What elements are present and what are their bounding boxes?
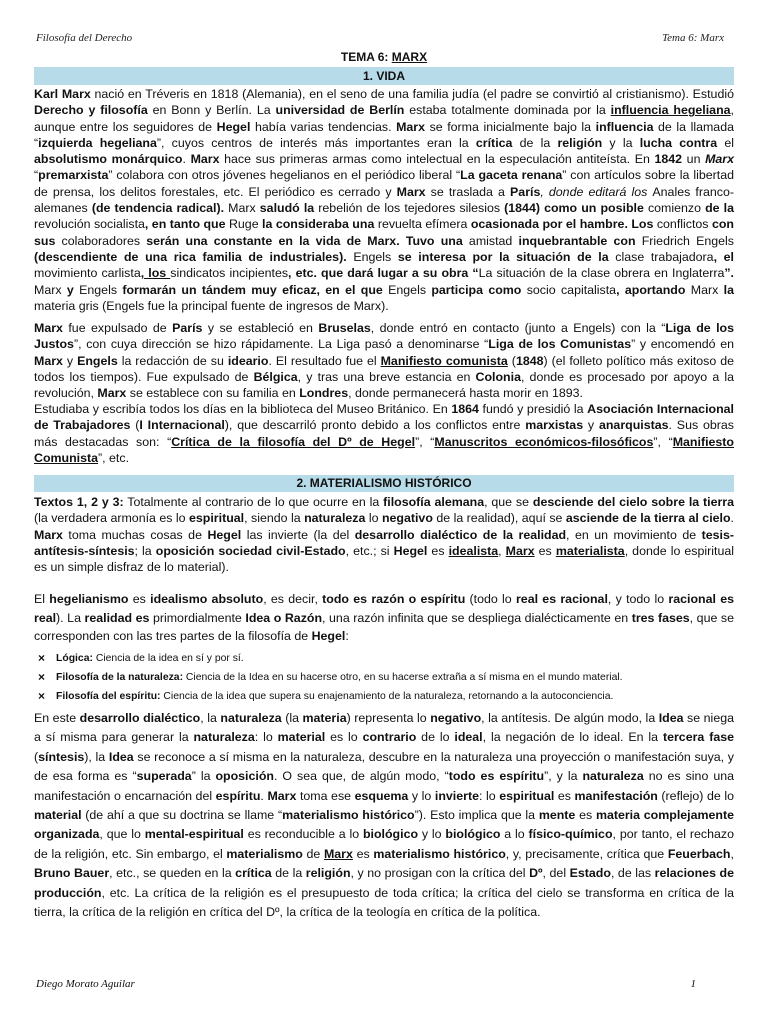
body-text: había varias tendencias.	[250, 119, 397, 134]
emphasis-text: se interesa por la situación de la	[391, 249, 616, 264]
emphasis-text: inquebrantable con	[512, 233, 642, 248]
section-heading-materialismo: 2. MATERIALISMO HISTÓRICO	[34, 475, 734, 492]
emphasis-text: materialismo	[226, 846, 303, 861]
emphasis-text: biológico	[362, 827, 419, 842]
emphasis-text: influencia hegeliana	[610, 103, 731, 118]
body-text: . Sus obras más destacadas son: “	[34, 418, 734, 449]
body-text: (todo lo	[465, 592, 516, 606]
emphasis-text: Derecho y filosofía	[34, 103, 148, 118]
emphasis-text: izquierda hegeliana	[38, 135, 157, 150]
body-text: ”, y la	[544, 769, 583, 784]
body-text: de	[302, 846, 324, 861]
paragraph-materialismo-2	[34, 590, 734, 646]
emphasis-text: contrario	[362, 730, 417, 745]
emphasis-text: , aportando	[616, 282, 691, 297]
body-text: es	[427, 543, 449, 558]
body-text: y	[583, 418, 599, 433]
emphasis-text: Idea	[108, 749, 134, 764]
emphasis-text: Marx	[97, 386, 127, 401]
body-text: Marx	[690, 282, 719, 297]
body-text: (Engels fue la principal fuente de ingresos de Marx).	[98, 298, 389, 313]
emphasis-text: Marx	[34, 527, 63, 542]
emphasis-text: materialismo histórico	[282, 808, 415, 823]
body-text: , en un movimiento de	[566, 527, 702, 542]
body-text: se niega a sí misma para generar la	[34, 711, 734, 745]
body-text: .	[260, 788, 268, 803]
body-text: , del	[542, 866, 570, 881]
emphasis-text: Engels	[77, 353, 118, 368]
emphasis-text: 1842	[654, 152, 683, 167]
emphasis-text: (de tendencia radical).	[87, 201, 229, 216]
emphasis-text: desarrollo dialéctico	[79, 711, 201, 725]
emphasis-text: Bruno Bauer	[34, 866, 110, 881]
body-text: es	[534, 543, 556, 558]
emphasis-text: espíritu	[215, 788, 261, 803]
emphasis-text: desciende del cielo sobre la tierra	[532, 495, 735, 509]
body-text: revolución socialista	[34, 217, 145, 232]
body-text: y se estableció en	[202, 321, 319, 335]
list-item-text: Ciencia de la idea en sí y por sí.	[92, 653, 244, 664]
header-topic: Tema 6: Marx	[662, 32, 724, 44]
body-text: ” y encomendó en	[631, 337, 734, 352]
body-text: se reconoce a sí misma en la naturaleza, descubre en la naturaleza una proyección o manifestación suya, y de esa forma es “	[34, 749, 734, 784]
emphasis-text: Marx	[505, 543, 535, 558]
body-text: de la llamada “	[34, 119, 734, 150]
emphasis-text: París	[510, 184, 541, 199]
body-text: es el presupuesto de toda crítica; la crítica del cielo se transforma en crítica de la tierra, la crítica de la religión en crítica del Dº, la crítica de la teología en crítica de la política.	[34, 885, 734, 920]
emphasis-text: Liga de los Comunistas	[488, 337, 632, 352]
body-text: , y tras una breve estancia en	[297, 369, 476, 384]
body-text: ”, etc.	[98, 450, 130, 465]
body-text: ,	[498, 543, 506, 558]
body-text: clase trabajadora	[615, 249, 714, 264]
body-text: , donde es procesado por apoyo a la revolución,	[34, 369, 734, 401]
body-text: ”). Esto implica que la	[414, 808, 539, 823]
body-text: , la	[200, 711, 221, 725]
body-text: (reflejo) de lo	[657, 788, 734, 803]
emphasis-text: 1864	[451, 402, 479, 416]
body-text: sindicatos incipientes	[170, 266, 289, 281]
body-text: crítica de la religión	[153, 885, 265, 900]
body-text: es	[128, 592, 151, 606]
body-text: Engels	[388, 282, 427, 297]
emphasis-text: serán una constante en la vida de Marx. Tuvo una	[140, 233, 469, 248]
paragraph-vida-3	[34, 401, 734, 466]
body-text: Friedrich Engels	[641, 233, 735, 248]
emphasis-text: Hegel	[216, 119, 251, 134]
body-text: Marx	[34, 282, 62, 297]
emphasis-text: negativo	[381, 511, 433, 526]
body-text: El	[34, 592, 50, 606]
body-text: y lo	[418, 827, 446, 842]
list-item	[34, 649, 734, 668]
emphasis-text: Bélgica	[253, 369, 298, 384]
emphasis-text: religión	[305, 866, 351, 881]
paragraph-materialismo-3	[34, 709, 734, 922]
body-text: estaba totalmente dominada por la	[404, 103, 611, 118]
body-text: de lo	[416, 730, 455, 745]
emphasis-text: tres fases	[631, 610, 690, 625]
emphasis-text: Colonia	[475, 369, 521, 384]
body-text: es lo	[325, 730, 363, 745]
body-text: , aunque entre los seguidores de	[34, 103, 734, 134]
body-text: socio capitalista	[526, 282, 617, 297]
emphasis-text: , etc. que dará lugar a su obra “	[288, 266, 479, 281]
emphasis-text: hegelianismo	[49, 592, 129, 606]
emphasis-text: crítica	[235, 866, 272, 881]
emphasis-text: , los	[140, 266, 171, 281]
emphasis-text: ocasionada por el hambre. Los	[467, 217, 657, 232]
body-text: (la	[281, 711, 303, 725]
body-text: ”, “	[415, 434, 435, 449]
emphasis-text: Hegel	[393, 543, 428, 558]
emphasis-text: Idea	[658, 711, 684, 725]
emphasis-text: tercera fase	[662, 730, 734, 745]
emphasis-text: formarán un tándem muy eficaz, en el que	[117, 282, 389, 297]
body-text: movimiento carlista	[34, 266, 141, 281]
emphasis-text: saludó la	[255, 201, 319, 216]
body-text: , donde permanecerá hasta morir en 1893.	[348, 386, 583, 401]
emphasis-text: Marx	[34, 321, 63, 335]
emphasis-text: superada	[136, 769, 192, 784]
emphasis-text: Liga de los Justos	[34, 321, 734, 352]
body-text: , de las	[610, 866, 655, 881]
emphasis-text: material	[34, 808, 82, 823]
emphasis-text: anarquistas	[598, 418, 669, 433]
body-text: rebelión de los tejedores silesios	[318, 201, 501, 216]
body-text: (	[34, 749, 39, 764]
body-text: , etc.; si	[345, 543, 394, 558]
emphasis-text: crítica	[475, 135, 513, 150]
body-text: el	[717, 135, 734, 150]
body-text: Marx	[228, 201, 256, 216]
body-text: se traslada a	[425, 184, 511, 199]
footer-author: Diego Morato Aguilar	[36, 978, 135, 990]
emphasis-text: naturaleza	[582, 769, 644, 784]
body-text: toma ese	[296, 788, 355, 803]
hegel-phases-list	[34, 649, 734, 706]
emphasis-text: materialismo histórico	[373, 846, 506, 861]
emphasis-text: Bruselas	[318, 321, 371, 335]
body-text: colaboradores	[61, 233, 141, 248]
emphasis-text: Manuscritos económicos-filosóficos	[434, 434, 654, 449]
emphasis-text: espiritual	[189, 511, 245, 526]
body-text: ), la	[84, 749, 109, 764]
body-text: “	[34, 168, 39, 183]
emphasis-text: París	[172, 321, 203, 335]
body-text: ), que descarriló pronto debido a los conflictos entre	[224, 418, 526, 433]
body-text: amistad	[468, 233, 513, 248]
emphasis-text: oposición sociedad civil-Estado	[155, 543, 346, 558]
emphasis-text: Asociación Internacional de Trabajadores	[34, 402, 734, 433]
emphasis-text: marxistas	[525, 418, 584, 433]
body-text: , la negación de lo ideal. En la	[482, 730, 663, 745]
body-text: (de ahí a que su doctrina se llame “	[81, 808, 283, 823]
title-name: MARX	[391, 50, 428, 64]
body-text: conflictos	[656, 217, 709, 232]
emphasis-text: la consideraba una	[258, 217, 378, 232]
body-text: franco-alemanes	[34, 184, 734, 216]
body-text: (la verdadera armonía es lo	[34, 511, 190, 526]
emphasis-text: Idea o Razón	[245, 610, 323, 625]
emphasis-text: material	[277, 730, 326, 745]
body-text: un	[682, 152, 706, 167]
emphasis-text: oposición	[215, 769, 274, 784]
body-text: se forma inicialmente bajo la	[425, 119, 596, 134]
body-text: materia gris	[34, 298, 99, 313]
body-text: , y, precisamente, crítica que	[505, 846, 668, 861]
emphasis-text: idealista	[448, 543, 499, 558]
body-text: :	[345, 629, 349, 643]
emphasis-text: , el	[713, 249, 734, 264]
emphasis-text: idealismo absoluto	[150, 592, 264, 606]
body-text: Totalmente al contrario de lo que ocurre en la	[123, 495, 384, 509]
body-text: se establece con su familia en	[126, 386, 300, 401]
page-number: 1	[690, 978, 696, 990]
emphasis-text: biológico	[445, 827, 501, 842]
list-item	[34, 687, 734, 706]
list-item-term: Filosofía del espíritu:	[56, 691, 161, 702]
body-text: revuelta efímera	[377, 217, 468, 232]
body-text: la redacción de su	[117, 353, 228, 368]
body-text: a lo	[500, 827, 529, 842]
body-text: Ruge	[228, 217, 259, 232]
body-text: , que se corresponden con las tres partes de la filosofía de	[34, 610, 734, 643]
body-text: es	[554, 788, 575, 803]
emphasis-text: , donde editará los	[540, 184, 653, 199]
body-text: ; la	[134, 543, 156, 558]
emphasis-text: realidad es	[84, 610, 150, 625]
emphasis-text: racional es real	[34, 592, 734, 625]
body-text: ” la	[191, 769, 216, 784]
emphasis-text: Marx	[396, 184, 426, 199]
emphasis-text: y	[61, 282, 80, 297]
body-text: ”, con cuya dirección se hizo rápidamente. La Liga pasó a denominarse “	[73, 337, 489, 352]
emphasis-text: Marx	[190, 152, 220, 167]
body-text: En este	[34, 711, 80, 725]
emphasis-text: negativo	[430, 711, 482, 725]
body-text: y la	[602, 135, 640, 150]
section-heading-vida: 1. VIDA	[34, 67, 734, 85]
body-text: y	[62, 353, 78, 368]
body-text: ”, “	[653, 434, 673, 449]
body-text: .	[182, 152, 191, 167]
body-text: ” con artículos sobre la libertad de prensa, los delitos forestales, etc. El periódico es cerrado y	[34, 168, 734, 199]
emphasis-text: Hegel	[311, 629, 346, 643]
emphasis-text: asciende de la tierra al cielo	[565, 511, 731, 526]
emphasis-text: universidad de Berlín	[275, 103, 405, 118]
emphasis-text: premarxista	[38, 168, 109, 183]
body-text: ,	[730, 846, 734, 861]
list-item-text: Ciencia de la Idea en su hacerse otro, en su hacerse extraña a sí misma en el mundo material.	[183, 672, 623, 683]
body-text: , y no prosigan con la crítica del	[350, 866, 530, 881]
body-text: : lo	[254, 730, 278, 745]
emphasis-text: invierte	[434, 788, 479, 803]
emphasis-text: Manifiesto comunista	[380, 353, 508, 368]
emphasis-text: Hegel	[207, 527, 242, 542]
body-text: Estudiaba y escribía todos los días en la biblioteca del Museo Británico. En	[34, 402, 452, 416]
emphasis-text: Marx	[267, 788, 297, 803]
paragraph-vida-1	[34, 86, 734, 314]
body-text: es	[352, 846, 374, 861]
body-text: fundó y presidió la	[478, 402, 588, 416]
list-item-term: Filosofía de la naturaleza:	[56, 672, 184, 683]
body-text: , por tanto, el rechazo de la religión, etc. Sin embargo, el	[34, 827, 734, 861]
body-text: (	[507, 353, 516, 368]
body-text: . O sea que, de algún modo, “	[273, 769, 449, 784]
emphasis-text: I Internacional	[139, 418, 225, 433]
emphasis-text: espiritual	[499, 788, 555, 803]
emphasis-text: Crítica de la filosofía del Dº de Hegel	[171, 434, 416, 449]
emphasis-text: naturaleza	[220, 711, 282, 725]
body-text: , la antítesis. De algún modo, la	[481, 711, 659, 725]
emphasis-text: físico-químico	[528, 827, 613, 842]
body-text: comienzo	[647, 201, 701, 216]
emphasis-text: esquema	[354, 788, 409, 803]
body-text: , que lo	[99, 827, 145, 842]
emphasis-text: síntesis	[38, 749, 85, 764]
body-text: ” colabora con otros jóvenes hegelianos en el periódico liberal “	[108, 168, 461, 183]
emphasis-text: absolutismo monárquico	[34, 152, 183, 167]
emphasis-text: Marx	[34, 353, 63, 368]
emphasis-text: Marx	[323, 846, 353, 861]
body-text: Anales	[652, 184, 691, 199]
emphasis-text: manifestación	[574, 788, 658, 803]
emphasis-text: mental-espiritual	[144, 827, 244, 842]
body-text: ”, cuyos centros de interés más importantes eran la	[156, 135, 476, 150]
emphasis-text: religión	[557, 135, 603, 150]
body-text: , donde lo espiritual es un simple disfraz de lo material).	[34, 543, 734, 575]
body-text: no es sino una manifestación o encarnación del	[34, 769, 734, 803]
body-text: ) representa lo	[346, 711, 431, 725]
body-text: , es decir,	[263, 592, 323, 606]
emphasis-text: real es racional	[515, 592, 608, 606]
body-text: toma muchas cosas de	[62, 527, 208, 542]
emphasis-text: ideal	[454, 730, 483, 745]
emphasis-text: filosofía alemana	[383, 495, 485, 509]
body-text: Engels	[353, 249, 392, 264]
emphasis-text: participa como	[426, 282, 527, 297]
body-text: es reconducible a lo	[243, 827, 363, 842]
body-text: , etc. La	[101, 885, 154, 900]
emphasis-text: ”.	[724, 266, 734, 281]
emphasis-text: desarrollo dialéctico de la realidad	[354, 527, 567, 542]
emphasis-text: La gaceta renana	[460, 168, 563, 183]
emphasis-text: todo es razón o espíritu	[322, 592, 466, 606]
emphasis-text: todo es espíritu	[448, 769, 545, 784]
emphasis-text: influencia	[595, 119, 654, 134]
emphasis-text: relaciones de producción	[34, 866, 734, 900]
emphasis-text: Marx	[396, 119, 426, 134]
emphasis-text: naturaleza	[304, 511, 366, 526]
list-item-term: Lógica:	[56, 653, 93, 664]
body-text: en Bonn y Berlín. La	[147, 103, 276, 118]
body-text: (	[130, 418, 140, 433]
body-text: , donde entró en contacto (junto a Engels) con la “	[370, 321, 666, 335]
body-text: ) (el folleto político más exitoso de todos los tiempos). Fue expulsado de	[34, 353, 735, 384]
emphasis-text: Marx	[705, 152, 735, 167]
emphasis-text: materia complejamente organizada	[34, 808, 734, 842]
emphasis-text: la	[718, 282, 735, 297]
emphasis-text: mente	[538, 808, 576, 823]
body-text: de la	[271, 866, 306, 881]
body-text: ). La	[56, 610, 85, 625]
emphasis-text: Londres	[299, 386, 349, 401]
body-text: : lo	[478, 788, 500, 803]
emphasis-text: Manifiesto Comunista	[34, 434, 734, 465]
emphasis-text: 1848	[515, 353, 544, 368]
emphasis-text: con sus	[34, 217, 734, 248]
emphasis-text: materia	[302, 711, 347, 725]
body-text: y lo	[408, 788, 435, 803]
emphasis-text: materialista	[555, 543, 625, 558]
emphasis-text: de la	[701, 201, 735, 216]
header-course-title: Filosofía del Derecho	[36, 32, 133, 44]
emphasis-text: Textos 1, 2 y 3:	[34, 495, 124, 509]
body-text: fue expulsado de	[62, 321, 173, 335]
emphasis-text: (1844) como un posible	[500, 201, 648, 216]
body-text: de la	[512, 135, 558, 150]
emphasis-text: naturaleza	[193, 730, 255, 745]
body-text: , que se	[484, 495, 533, 509]
emphasis-text: ideario	[227, 353, 269, 368]
paragraph-vida-2	[34, 320, 734, 401]
body-text: , siendo la	[244, 511, 305, 526]
emphasis-text: Feuerbach	[667, 846, 731, 861]
list-item-text: Ciencia de la idea que supera su enajenamiento de la naturaleza, retornando a la autoconciencia.	[160, 691, 614, 702]
emphasis-text: lucha contra	[639, 135, 718, 150]
body-text: Engels	[79, 282, 118, 297]
emphasis-text: , en tanto que	[144, 217, 229, 232]
page-title	[0, 50, 768, 64]
body-text: lo	[365, 511, 382, 526]
title-prefix: TEMA 6:	[340, 50, 392, 64]
body-text: . El resultado fue el	[268, 353, 381, 368]
emphasis-text: Karl Marx	[34, 87, 91, 101]
paragraph-materialismo-1	[34, 494, 734, 575]
body-text: , etc., se queden en la	[109, 866, 236, 881]
body-text: , una razón infinita que se despliega dialécticamente en	[322, 610, 632, 625]
body-text: de la realidad), aquí se	[432, 511, 566, 526]
body-text: es	[575, 808, 596, 823]
body-text: hace sus primeras armas como intelectual en la especulación antiteísta. En	[219, 152, 655, 167]
body-text: .	[730, 511, 734, 526]
body-text: primordialmente	[149, 610, 246, 625]
emphasis-text: Dº	[529, 866, 543, 881]
body-text: , y todo lo	[607, 592, 669, 606]
body-text: nació en Tréveris en 1818 (Alemania), en el seno de una familia judía (el padre se convirtió al cristianismo). Estudió	[90, 87, 734, 101]
emphasis-text: (descendiente de una rica familia de industriales).	[34, 249, 354, 264]
body-text: las invierte (la del	[241, 527, 355, 542]
emphasis-text: tesis-antítesis-síntesis	[34, 527, 734, 558]
list-item	[34, 668, 734, 687]
emphasis-text: Estado	[569, 866, 611, 881]
body-text: La situación de la clase obrera en Inglaterra	[478, 266, 725, 281]
